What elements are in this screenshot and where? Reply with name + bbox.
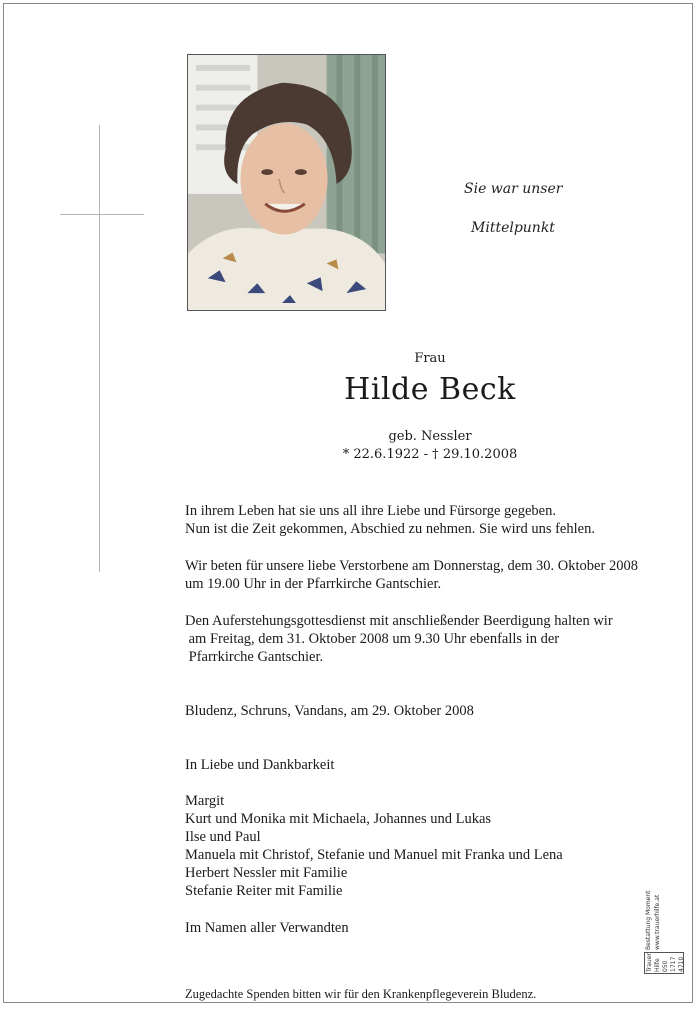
salutation: Frau [414, 351, 446, 366]
paragraph-prayer [185, 557, 638, 593]
funeral-home-stamp [644, 874, 684, 974]
text-line: am Freitag, dem 31. Oktober 2008 um 9.30 Uhr ebenfalls in der [185, 631, 560, 647]
mourner-item: Herbert Nessler mit Familie [185, 865, 348, 881]
place-date: Bludenz, Schruns, Vandans, am 29. Oktober 2008 [185, 703, 474, 719]
mourners-list [185, 792, 563, 900]
text-line: Wir beten für unsere liebe Verstorbene am Donnerstag, dem 30. Oktober 2008 [185, 558, 638, 574]
relatives-line: Im Namen aller Verwandten [185, 920, 349, 936]
cross-vertical-bar [99, 125, 100, 572]
text-line: Pfarrkirche Gantschier. [185, 649, 324, 665]
text-line: Nun ist die Zeit gekommen, Abschied zu nehmen. Sie wird uns fehlen. [185, 521, 595, 537]
quote-line-1: Sie war unser [464, 181, 563, 197]
stamp-line-1: Bestattung Moment [645, 890, 652, 950]
stamp-line-2: www.trauerhilfe.at [654, 894, 661, 950]
portrait-photo [187, 54, 386, 311]
stamp-box-line-1: Trauer Hilfe [646, 953, 661, 972]
text-line: In ihrem Leben hat sie uns all ihre Liebe und Fürsorge gegeben. [185, 503, 556, 519]
donation-note: Zugedachte Spenden bitten wir für den Krankenpflegeverein Bludenz. [185, 987, 537, 1001]
paragraph-funeral [185, 612, 613, 666]
birth-name: geb. Nessler [388, 429, 472, 444]
life-dates: * 22.6.1922 - † 29.10.2008 [342, 447, 518, 462]
mourner-item: Kurt und Monika mit Michaela, Johannes und Lukas [185, 811, 492, 827]
deceased-name: Hilde Beck [344, 372, 516, 407]
stamp-box-line-2: 050 1717 4710 [662, 956, 685, 972]
stamp-text [644, 874, 662, 950]
mourner-item: Manuela mit Christof, Stefanie und Manuel mit Franka und Lena [185, 847, 563, 863]
stamp-box [644, 952, 684, 974]
mourner-item: Margit [185, 793, 225, 809]
closing-line: In Liebe und Dankbarkeit [185, 757, 335, 773]
mourner-item: Stefanie Reiter mit Familie [185, 883, 343, 899]
quote-line-2: Mittelpunkt [471, 220, 555, 236]
text-line: Den Auferstehungsgottesdienst mit anschließender Beerdigung halten wir [185, 613, 613, 629]
mourner-item: Ilse und Paul [185, 829, 261, 845]
portrait-illustration [188, 55, 385, 310]
text-line: um 19.00 Uhr in der Pfarrkirche Gantschier. [185, 576, 442, 592]
cross-horizontal-bar [60, 214, 144, 215]
paragraph-love [185, 502, 595, 538]
